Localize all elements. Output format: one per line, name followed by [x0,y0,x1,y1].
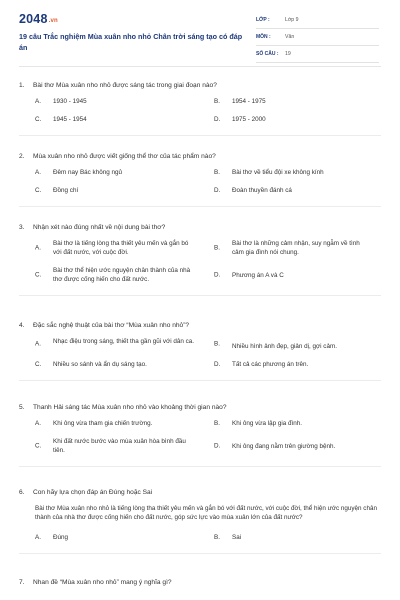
question-number: 4. [19,322,25,329]
question-paragraph: Bài thơ Mùa xuân nho nhỏ là tiếng lòng tha thiết yêu mến và gắn bó với đất nước, với cuộc đời, thể hiện ước nguyện chân thành của nhà thơ được cống hiến cho đất nước, góp sức lực vào mùa xuân lớn của đất nước? [35,505,377,522]
option-d[interactable] [202,360,381,369]
option-letter: A. [35,169,41,176]
options-group [23,97,381,124]
option-c[interactable] [23,437,202,455]
option-letter: C. [35,187,42,194]
option-d[interactable] [202,186,381,195]
question-number: 5. [19,404,25,411]
option-text: 1975 - 2000 [232,116,266,123]
question-divider [19,553,381,554]
question-number: 2. [19,153,25,160]
question-5 [19,403,381,467]
question-stem [19,321,381,330]
info-row-count [256,48,379,63]
question-number: 7. [19,579,25,586]
option-text: Đêm nay Bác không ngủ [53,169,122,176]
option-letter: B. [214,244,220,252]
question-number: 1. [19,82,25,89]
question-divider [19,295,381,296]
option-text: 1954 - 1975 [232,98,266,105]
info-row-class [256,14,379,29]
info-row-subject [256,31,379,46]
option-letter: A. [35,244,41,252]
info-label: SỐ CÂU : [256,51,279,57]
options-group [23,168,381,195]
options-group [23,337,381,369]
option-b[interactable] [202,533,381,542]
info-label: MÔN : [256,34,271,40]
info-value: Văn [285,34,295,40]
question-text: Bài thơ Mùa xuân nho nhỏ được sáng tác trong giai đoạn nào? [33,82,217,89]
question-divider [19,135,381,136]
option-text: Nhiều hình ảnh đẹp, giản dị, gợi cảm. [232,342,337,350]
info-label: LỚP : [256,17,270,23]
document-title: 19 câu Trắc nghiệm Mùa xuân nho nhỏ Chân trời sáng tạo có đáp án [19,32,243,52]
option-letter: D. [214,442,221,450]
option-text: Sai [232,533,242,541]
option-text: Nhiều so sánh và ẩn dụ sáng tạo. [53,360,147,368]
document-header [0,0,400,62]
option-letter: B. [214,169,220,176]
question-7 [19,578,381,587]
option-text: Khi đất nước bước vào mùa xuân hòa bình đầu tiên. [53,438,186,454]
option-text: 1945 - 1954 [53,116,87,123]
option-letter: B. [214,420,220,427]
question-stem [19,488,381,497]
question-divider [19,206,381,207]
option-text: Bài thơ là những cảm nhận, suy ngẫm về tình cảm gia đình nói chung. [232,240,360,256]
option-letter: D. [214,360,221,368]
question-text: Đặc sắc nghệ thuật của bài thơ “Mùa xuân nho nhỏ”? [33,322,190,329]
option-a[interactable] [23,168,202,177]
option-text: Bài thơ là tiếng lòng tha thiết yêu mến và gắn bó với đất nước, với cuộc đời. [53,240,189,256]
option-text: Đoàn thuyền đánh cá [232,187,292,194]
option-text: Đồng chí [53,187,79,194]
option-a[interactable] [23,97,202,106]
question-stem [19,81,381,90]
option-text: Phương án A và C [232,271,284,279]
option-text: Khi ông vừa tham gia chiến trường. [53,420,153,427]
question-1 [19,81,381,136]
question-text: Con hãy lựa chọn đáp án Đúng hoặc Sai [33,489,153,496]
info-value: 19 [285,51,291,57]
question-4 [19,321,381,381]
question-stem [19,223,381,232]
option-text: Bài thơ thể hiện ước nguyện chân thành của nhà thơ được cống hiến cho đất nước. [53,267,191,283]
option-b[interactable] [202,97,381,106]
option-text: Tất cả các phương án trên. [232,360,309,368]
question-divider [19,466,381,467]
option-a[interactable] [23,533,202,542]
question-text: Mùa xuân nho nhỏ được viết giống thể thơ của tác phẩm nào? [33,153,216,160]
option-text: Nhạc điệu trong sáng, thiết tha gần gũi với dân ca. [53,338,195,345]
option-c[interactable] [23,266,202,284]
option-c[interactable] [23,360,202,369]
option-letter: B. [214,340,220,348]
option-c[interactable] [23,115,202,124]
option-letter: D. [214,271,221,279]
logo-text: 2048 [19,12,48,26]
option-d[interactable] [202,115,381,124]
option-letter: C. [35,116,42,123]
option-a[interactable] [23,337,202,351]
option-letter: C. [35,271,42,279]
question-stem [19,152,381,161]
options-group [23,239,381,284]
option-text: 1930 - 1945 [53,98,87,105]
question-number: 3. [19,224,25,231]
info-panel [256,14,379,65]
option-text: Khi ông vừa lập gia đình. [232,420,303,427]
question-divider [19,380,381,381]
option-b[interactable] [202,337,381,351]
option-b[interactable] [202,239,381,257]
site-logo[interactable] [19,12,58,26]
option-letter: A. [35,340,41,348]
option-c[interactable] [23,186,202,195]
option-letter: C. [35,360,42,368]
option-d[interactable] [202,437,381,455]
option-letter: A. [35,420,41,427]
logo-suffix: .vn [48,18,58,24]
option-letter: A. [35,98,41,105]
option-a[interactable] [23,239,202,257]
info-value: Lớp 9 [285,17,299,23]
question-number: 6. [19,489,25,496]
option-letter: D. [214,187,221,194]
option-letter: B. [214,98,220,105]
option-text: Bài thơ về tiểu đội xe không kính [232,169,324,176]
question-stem [19,403,381,412]
option-text: Khi ông đang nằm trên giường bệnh. [232,442,336,450]
option-d[interactable] [202,266,381,284]
option-letter: B. [214,533,220,541]
question-6 [19,488,381,554]
options-group [23,419,381,455]
option-b[interactable] [202,419,381,428]
option-letter: D. [214,116,221,123]
header-divider [19,66,381,67]
option-letter: C. [35,442,42,450]
question-2 [19,152,381,207]
option-text: Đúng [53,533,69,541]
options-group [23,533,381,542]
question-text: Nhan đề “Mùa xuân nho nhỏ” mang ý nghĩa gì? [33,579,172,586]
option-a[interactable] [23,419,202,428]
question-3 [19,223,381,296]
question-text: Nhận xét nào đúng nhất về nội dung bài thơ? [33,224,166,231]
option-b[interactable] [202,168,381,177]
question-text: Thanh Hải sáng tác Mùa xuân nho nhỏ vào khoảng thời gian nào? [33,404,227,411]
question-stem [19,578,381,587]
option-letter: A. [35,533,41,541]
